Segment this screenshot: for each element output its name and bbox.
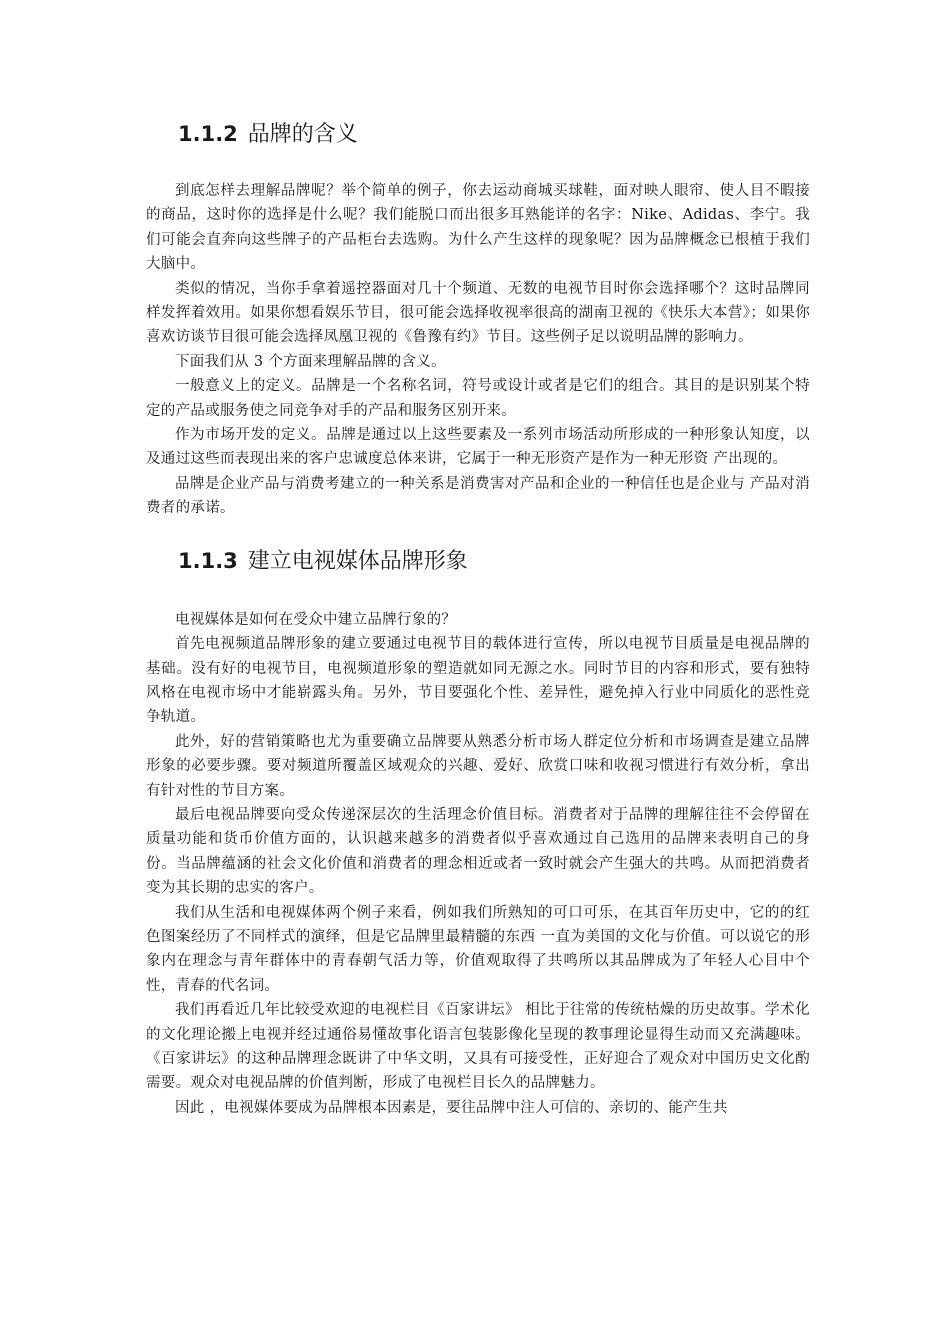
paragraph: 电视媒体是如何在受众中建立品牌行象的？ [175,611,457,628]
page-content [146,112,810,1120]
paragraph: 一般意义上的定义。品牌是一个名称名词，符号或设计或者是它们的组合。其目的是识别某个特定的产品或服务使之同竞争对手的产品和服务区别开来。 [146,378,810,419]
paragraph: 到底怎样去理解品牌呢？举个简单的例子，你去运动商城买球鞋，面对映人眼帘、使人目不暇接的商品，这时你的选择是什么呢？我们能脱口而出很多耳熟能详的名字：Nike、Adidas、李宁。我们可能会直奔向这些牌子的产品柜台去选购。为什么产生这样的现象呢？因为品牌概念已根植于我们大脑中。 [146,183,810,273]
section-heading-1-1-3 [146,539,810,584]
section-heading-1-1-2 [146,112,810,157]
paragraph: 品牌是企业产品与消费考建立的一种关系是消费害对产品和企业的一种信任也是企业与 产品对消费者的承诺。 [146,475,810,517]
section-number: 1.1.2 [178,122,238,146]
paragraph: 作为市场开发的定义。品牌是通过以上这些要素及一系列市场活动所形成的一种形象认知度，以及通过这些而表现出来的客户忠诚度总体来讲，它属于一种无形资产是作为一种无形资 产出现的。 [146,427,810,468]
paragraph: 我们再看近几年比较受欢迎的电视栏目《百家讲坛》 相比于往常的传统枯燥的历史故事。学术化的文化理论搬上电视并经过通俗易懂故事化语言包装影像化呈现的教事理论显得生动而又充满趣味。《百家讲坛》的这种品牌理念既讲了中华文明，又具有可接受性，正好迎合了观众对中国历史文化酌需要。观众对电视品牌的价值判断，形成了电视栏目长久的品牌魅力。 [146,1002,810,1092]
paragraph: 此外，好的营销策略也尤为重要确立品牌要从熟悉分析市场人群定位分析和市场调查是建立品牌形象的必要步骤。要对频道所覆盖区域观众的兴趣、爱好、欣赏口味和收视习惯进行有效分析，拿出有针对性的节目方案。 [146,733,810,799]
paragraph: 我们从生活和电视媒体两个例子来看，例如我们所熟知的可口可乐，在其百年历史中，它的的红色图案经历了不同样式的演绎，但是它品牌里最精髓的东西 一直为美国的文化与价值。可以说它的形象内在理念与青年群体中的青春朝气活力等，价值观取得了共鸣所以其品牌成为了年轻人心目中个性，青春的代名词。 [146,904,810,994]
paragraph: 下面我们从 3 个方面来理解品牌的含义。 [175,353,446,370]
paragraph: 类似的情况，当你手拿着遥控器面对几十个频道、无数的电视节目时你会选择哪个？这时品牌同样发挥着效用。如果你想看娱乐节目，很可能会选择收视率很高的湖南卫视的《快乐大本营》；如果你喜欢访谈节目很可能会选择凤凰卫视的《鲁豫有约》节目。这些例子足以说明品牌的影响力。 [146,280,810,346]
paragraph: 因此 ，电视媒体要成为品牌根本因素是，要往品牌中注人可信的、亲切的、能产生共 [175,1099,728,1116]
section-title: 建立电视媒体品牌形象 [247,548,468,574]
section-title: 品牌的含义 [247,122,358,147]
paragraph: 首先电视频道品牌形象的建立要通过电视节目的载体进行宣传，所以电视节目质量是电视品牌的基础。没有好的电视节目，电视频道形象的塑造就如同无源之水。同时节目的内容和形式，要有独特风格在电视市场中才能崭露头角。另外，节目要强化个性、差异性，避免掉入行业中同质化的恶性竞争轨道。 [146,636,810,726]
section-number: 1.1.3 [178,548,238,573]
paragraph: 最后电视品牌要向受众传递深层次的生活理念价值目标。消费者对于品牌的理解往往不会停留在质量功能和货币价值方面的，认识越来越多的消费者似乎喜欢通过自己选用的品牌来表明自己的身份。当品牌蕴涵的社会文化价值和消费者的理念相近或者一致时就会产生强大的共鸣。从而把消费者变为其长期的忠实的客户。 [146,806,810,897]
